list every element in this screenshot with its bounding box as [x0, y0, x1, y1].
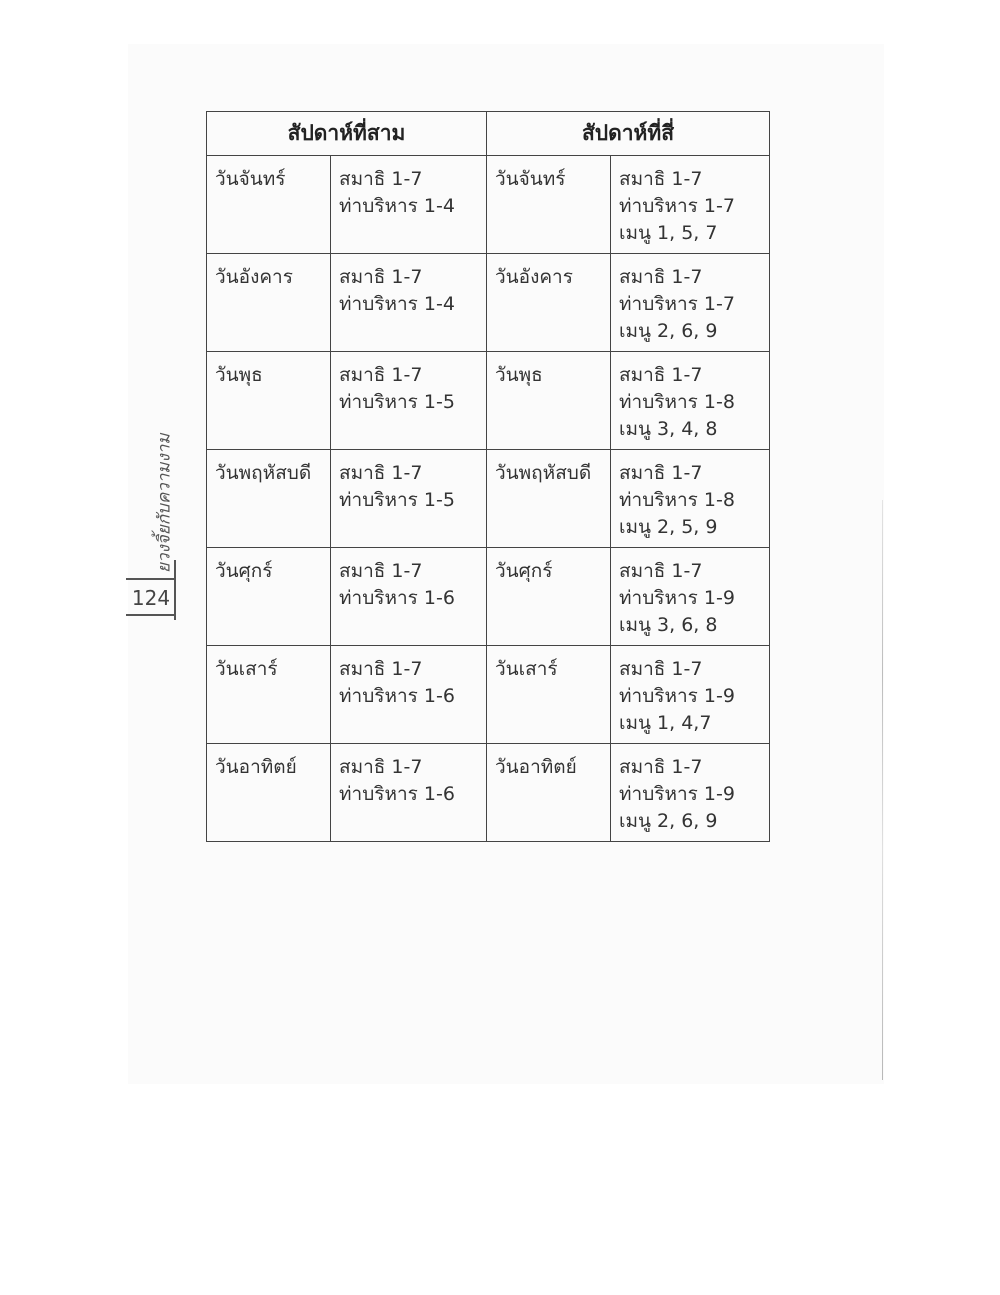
book-title-vertical: ยวงจิ้ยกับความงาม [154, 433, 175, 573]
table-row [207, 352, 770, 450]
day-cell-week-three: วันอาทิตย์ [207, 744, 331, 842]
plan-cell-week-four [611, 254, 770, 352]
plan-line: สมาธิ 1-7 [619, 462, 703, 484]
plan-line: เมนู 1, 5, 7 [619, 222, 718, 244]
plan-line: เมนู 1, 4,7 [619, 712, 712, 734]
day-cell-week-three: วันพฤหัสบดี [207, 450, 331, 548]
plan-cell-week-three [331, 352, 487, 450]
plan-line: สมาธิ 1-7 [619, 756, 703, 778]
day-cell-week-three: วันเสาร์ [207, 646, 331, 744]
plan-cell-week-three [331, 450, 487, 548]
plan-cell-week-four [611, 744, 770, 842]
table-body [207, 156, 770, 842]
plan-cell-week-three [331, 744, 487, 842]
plan-cell-week-three [331, 646, 487, 744]
plan-cell-week-three [331, 156, 487, 254]
table-header-row [207, 112, 770, 156]
page-number: 124 [126, 578, 176, 616]
day-cell-week-four: วันพฤหัสบดี [487, 450, 611, 548]
table-row [207, 156, 770, 254]
table-row [207, 450, 770, 548]
plan-line: ท่าบริหาร 1-5 [339, 489, 455, 511]
day-cell-week-three: วันจันทร์ [207, 156, 331, 254]
day-cell-week-four: วันศุกร์ [487, 548, 611, 646]
header-week-four: สัปดาห์ที่สี่ [487, 112, 770, 156]
plan-line: ท่าบริหาร 1-8 [619, 391, 735, 413]
plan-line: ท่าบริหาร 1-6 [339, 783, 455, 805]
table-row [207, 646, 770, 744]
day-cell-week-four: วันอาทิตย์ [487, 744, 611, 842]
plan-cell-week-three [331, 254, 487, 352]
plan-line: สมาธิ 1-7 [619, 266, 703, 288]
plan-cell-week-four [611, 352, 770, 450]
day-cell-week-three: วันอังคาร [207, 254, 331, 352]
day-cell-week-four: วันเสาร์ [487, 646, 611, 744]
day-cell-week-four: วันอังคาร [487, 254, 611, 352]
plan-line: ท่าบริหาร 1-4 [339, 293, 455, 315]
plan-line: ท่าบริหาร 1-9 [619, 685, 735, 707]
day-cell-week-four: วันจันทร์ [487, 156, 611, 254]
plan-line: ท่าบริหาร 1-7 [619, 293, 735, 315]
plan-line: ท่าบริหาร 1-5 [339, 391, 455, 413]
plan-line: สมาธิ 1-7 [619, 168, 703, 190]
plan-line: เมนู 2, 6, 9 [619, 810, 718, 832]
schedule-table [206, 111, 770, 842]
page-edge-line [882, 500, 883, 1080]
plan-line: สมาธิ 1-7 [339, 658, 423, 680]
plan-line: ท่าบริหาร 1-7 [619, 195, 735, 217]
plan-line: ท่าบริหาร 1-6 [339, 587, 455, 609]
plan-line: เมนู 3, 4, 8 [619, 418, 718, 440]
plan-line: สมาธิ 1-7 [339, 168, 423, 190]
plan-line: สมาธิ 1-7 [619, 658, 703, 680]
plan-line: เมนู 3, 6, 8 [619, 614, 718, 636]
plan-line: สมาธิ 1-7 [339, 266, 423, 288]
plan-line: สมาธิ 1-7 [619, 364, 703, 386]
header-week-three: สัปดาห์ที่สาม [207, 112, 487, 156]
plan-cell-week-four [611, 548, 770, 646]
plan-cell-week-four [611, 156, 770, 254]
table-row [207, 744, 770, 842]
plan-line: สมาธิ 1-7 [619, 560, 703, 582]
table-row [207, 548, 770, 646]
plan-line: เมนู 2, 6, 9 [619, 320, 718, 342]
plan-line: ท่าบริหาร 1-8 [619, 489, 735, 511]
plan-line: ท่าบริหาร 1-4 [339, 195, 455, 217]
day-cell-week-four: วันพุธ [487, 352, 611, 450]
plan-line: สมาธิ 1-7 [339, 462, 423, 484]
plan-line: สมาธิ 1-7 [339, 756, 423, 778]
plan-line: เมนู 2, 5, 9 [619, 516, 718, 538]
plan-line: สมาธิ 1-7 [339, 364, 423, 386]
plan-line: ท่าบริหาร 1-9 [619, 587, 735, 609]
plan-line: ท่าบริหาร 1-9 [619, 783, 735, 805]
plan-cell-week-four [611, 646, 770, 744]
table-row [207, 254, 770, 352]
day-cell-week-three: วันศุกร์ [207, 548, 331, 646]
plan-cell-week-three [331, 548, 487, 646]
day-cell-week-three: วันพุธ [207, 352, 331, 450]
plan-line: สมาธิ 1-7 [339, 560, 423, 582]
plan-cell-week-four [611, 450, 770, 548]
plan-line: ท่าบริหาร 1-6 [339, 685, 455, 707]
